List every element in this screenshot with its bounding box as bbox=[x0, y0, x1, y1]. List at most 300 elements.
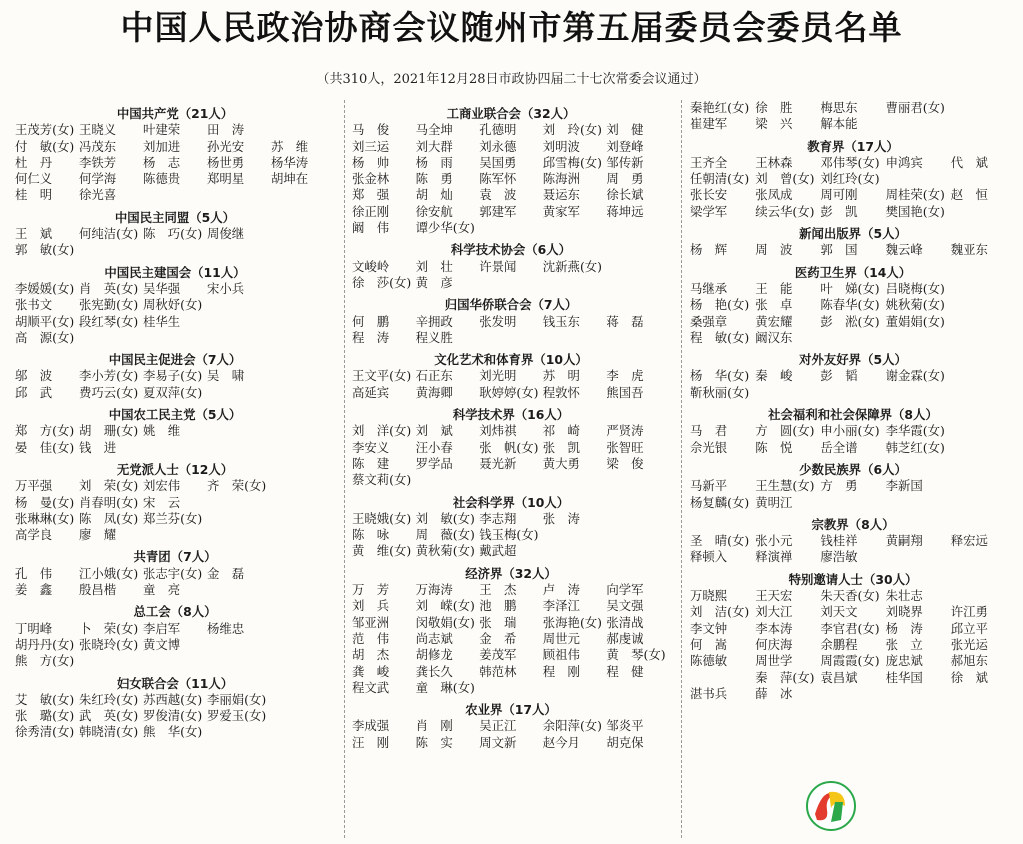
member-name: 李泽江 bbox=[542, 598, 580, 614]
member-name: 肖 英(女) bbox=[79, 280, 139, 296]
member-name: 辛拥政 bbox=[415, 313, 453, 329]
member-name: 郑 强 bbox=[352, 187, 390, 203]
name-list bbox=[15, 423, 335, 456]
member-name: 冯茂东 bbox=[79, 138, 117, 154]
member-name: 韩芝红(女) bbox=[885, 439, 945, 455]
member-name: 许景闻 bbox=[479, 258, 517, 274]
member-name: 吴文强 bbox=[606, 598, 644, 614]
member-name: 魏亚东 bbox=[950, 242, 988, 258]
member-name: 陈春华(女) bbox=[820, 297, 880, 313]
member-name: 杨世勇 bbox=[207, 154, 245, 170]
member-name: 黄家军 bbox=[542, 203, 580, 219]
section bbox=[690, 352, 1016, 401]
member-name: 肖 刚 bbox=[415, 718, 453, 734]
member-name: 岳全谱 bbox=[820, 439, 858, 455]
member-name: 张清战 bbox=[606, 614, 644, 630]
section bbox=[352, 495, 670, 560]
member-name: 王文平(女) bbox=[352, 368, 412, 384]
member-name: 刘三运 bbox=[352, 138, 390, 154]
section-title: 中国民主建国会（11人） bbox=[104, 264, 246, 280]
name-list bbox=[15, 566, 335, 599]
member-name: 李安义 bbox=[352, 439, 390, 455]
section-title: 社会科学界（10人） bbox=[452, 494, 570, 510]
section bbox=[690, 226, 1016, 259]
member-name: 周秋妤(女) bbox=[143, 297, 203, 313]
member-name: 吕晓梅(女) bbox=[885, 280, 945, 296]
member-name: 桂华生 bbox=[143, 313, 181, 329]
member-name: 聂光新 bbox=[479, 455, 517, 471]
member-name: 张金林 bbox=[352, 171, 390, 187]
section-title: 科学技术协会（6人） bbox=[450, 242, 572, 258]
member-name: 叶 娣(女) bbox=[820, 280, 880, 296]
member-name: 刘加进 bbox=[143, 138, 181, 154]
member-name: 佘光银 bbox=[690, 439, 728, 455]
member-name: 刘 洁(女) bbox=[690, 604, 750, 620]
member-name: 杨复麟(女) bbox=[690, 494, 750, 510]
section bbox=[15, 549, 335, 598]
member-name: 郭 国 bbox=[820, 242, 858, 258]
member-name: 何 鹏 bbox=[352, 313, 390, 329]
section bbox=[690, 517, 1016, 566]
member-name: 郑明星 bbox=[207, 171, 245, 187]
member-name: 桂华国 bbox=[885, 669, 923, 685]
member-name: 杨 志 bbox=[143, 154, 181, 170]
member-name: 刘 健 bbox=[606, 122, 644, 138]
member-name: 苏 维 bbox=[271, 138, 309, 154]
member-name: 张凤成 bbox=[755, 187, 793, 203]
member-name: 刘晓界 bbox=[885, 604, 923, 620]
member-name: 申小丽(女) bbox=[820, 423, 880, 439]
member-name: 殷昌楷 bbox=[79, 582, 117, 598]
member-name: 钱桂祥 bbox=[820, 533, 858, 549]
member-name: 付 敏(女) bbox=[15, 138, 75, 154]
name-list bbox=[352, 122, 670, 236]
member-name: 李新国 bbox=[885, 478, 923, 494]
member-name bbox=[207, 423, 271, 439]
section bbox=[15, 604, 335, 669]
member-name: 刘 荣(女) bbox=[79, 478, 139, 494]
member-name: 周世元 bbox=[542, 630, 580, 646]
member-name: 钱 进 bbox=[79, 439, 117, 455]
member-name: 蒋坤远 bbox=[606, 203, 644, 219]
member-name: 刘炜祺 bbox=[479, 423, 517, 439]
member-name: 胡丹丹(女) bbox=[15, 636, 75, 652]
section bbox=[690, 407, 1016, 456]
member-name: 张光运 bbox=[950, 636, 988, 652]
name-list bbox=[352, 259, 670, 292]
member-name bbox=[606, 259, 670, 275]
member-name: 汪小春 bbox=[415, 439, 453, 455]
name-list bbox=[15, 281, 335, 346]
section-title: 中国农工民主党（5人） bbox=[108, 407, 242, 423]
member-name: 桂 明 bbox=[15, 187, 53, 203]
section-title: 妇女联合会（11人） bbox=[116, 675, 234, 691]
member-name: 罗学品 bbox=[415, 455, 453, 471]
member-name: 程文武 bbox=[352, 679, 390, 695]
member-name: 邱 武 bbox=[15, 384, 53, 400]
member-name: 解本能 bbox=[820, 116, 858, 132]
member-name: 吴正江 bbox=[479, 718, 517, 734]
member-name: 张 卓 bbox=[755, 297, 793, 313]
member-name: 戴武超 bbox=[479, 543, 517, 559]
member-name: 卜 荣(女) bbox=[79, 620, 139, 636]
member-name: 李媛媛(女) bbox=[15, 280, 75, 296]
member-name: 马 俊 bbox=[352, 122, 390, 138]
member-name: 李 虎 bbox=[606, 368, 644, 384]
member-name: 张智旺 bbox=[606, 439, 644, 455]
section-title: 农业界（17人） bbox=[465, 702, 557, 718]
member-name: 刘大群 bbox=[415, 138, 453, 154]
member-name: 胡克保 bbox=[606, 734, 644, 750]
name-list bbox=[15, 122, 335, 203]
member-name: 廖 耀 bbox=[79, 527, 117, 543]
member-name: 黄秋菊(女) bbox=[415, 543, 475, 559]
member-name: 张 瑞 bbox=[479, 614, 517, 630]
section-title: 文化艺术和体育界（10人） bbox=[434, 352, 588, 368]
member-name: 杨华涛 bbox=[271, 154, 309, 170]
member-name: 周桂荣(女) bbox=[885, 187, 945, 203]
member-name: 张海艳(女) bbox=[542, 614, 603, 630]
member-name: 姚 维 bbox=[143, 423, 181, 439]
member-name: 吴国勇 bbox=[479, 154, 517, 170]
section bbox=[15, 462, 335, 543]
member-name bbox=[951, 297, 1016, 313]
section-title: 医药卫生界（14人） bbox=[794, 264, 912, 280]
member-name bbox=[207, 297, 271, 313]
member-name bbox=[951, 100, 1016, 116]
member-name: 许江勇 bbox=[950, 604, 988, 620]
member-name: 马新平 bbox=[690, 478, 728, 494]
member-name: 杨维忠 bbox=[207, 620, 245, 636]
member-name: 金 磊 bbox=[207, 565, 245, 581]
member-name bbox=[606, 527, 670, 543]
member-name: 金 希 bbox=[479, 630, 517, 646]
member-name: 刘 斌 bbox=[415, 423, 453, 439]
member-name: 孙光安 bbox=[207, 138, 245, 154]
member-name: 王晓娥(女) bbox=[352, 510, 412, 526]
member-name: 黄明江 bbox=[755, 494, 793, 510]
member-name: 叶建荣 bbox=[143, 122, 181, 138]
member-name: 张晓玲(女) bbox=[79, 636, 139, 652]
name-list bbox=[352, 368, 670, 401]
section bbox=[352, 407, 670, 488]
member-name: 苏西越(女) bbox=[143, 691, 203, 707]
member-name: 徐秀清(女) bbox=[15, 724, 75, 740]
member-name: 王茂芳(女) bbox=[15, 122, 75, 138]
member-name: 樊国艳(女) bbox=[885, 203, 945, 219]
section-title: 社会福利和社会保障界（8人） bbox=[768, 407, 938, 423]
member-name: 周 波 bbox=[755, 242, 793, 258]
member-name: 释宏远 bbox=[950, 533, 988, 549]
member-name bbox=[271, 368, 335, 384]
member-name bbox=[207, 637, 271, 653]
member-name: 李成强 bbox=[352, 718, 390, 734]
member-name: 张宪勤(女) bbox=[79, 297, 139, 313]
section bbox=[352, 242, 670, 291]
member-name: 徐 莎(女) bbox=[352, 274, 412, 290]
section bbox=[690, 572, 1016, 702]
member-name: 邬 波 bbox=[15, 368, 53, 384]
section bbox=[690, 265, 1016, 346]
member-name: 邹炎平 bbox=[606, 718, 644, 734]
section bbox=[690, 100, 1016, 133]
member-name bbox=[951, 281, 1016, 297]
member-name: 黄嗣翔 bbox=[885, 533, 923, 549]
member-name: 梁 俊 bbox=[606, 455, 644, 471]
member-name: 魏云峰 bbox=[885, 242, 923, 258]
member-name: 万海涛 bbox=[415, 582, 453, 598]
member-name: 张书文 bbox=[15, 297, 53, 313]
member-name bbox=[951, 314, 1016, 330]
member-name bbox=[951, 423, 1016, 439]
member-name bbox=[886, 171, 951, 187]
name-list bbox=[690, 100, 1016, 133]
member-name: 周 勇 bbox=[606, 171, 644, 187]
member-name: 聂运东 bbox=[542, 187, 580, 203]
member-name: 龚长久 bbox=[415, 663, 453, 679]
member-name: 秦艳红(女) bbox=[690, 100, 750, 115]
member-name: 徐光喜 bbox=[79, 187, 117, 203]
member-name bbox=[271, 495, 335, 511]
member-name: 龚 峻 bbox=[352, 663, 390, 679]
member-name: 刘永德 bbox=[479, 138, 517, 154]
member-name: 高延宾 bbox=[352, 384, 390, 400]
member-name: 杨 艳(女) bbox=[690, 297, 750, 313]
member-name: 顾祖伟 bbox=[542, 647, 580, 663]
member-name: 卢 涛 bbox=[542, 582, 580, 598]
member-name: 郑 方(女) bbox=[15, 423, 75, 439]
member-name: 胡 灿 bbox=[415, 187, 453, 203]
page-subtitle: （共310人，2021年12月28日市政协四届二十七次常委会议通过） bbox=[316, 72, 707, 87]
member-name: 肖春明(女) bbox=[79, 494, 139, 510]
member-name: 张发明 bbox=[479, 313, 517, 329]
member-name: 晏 佳(女) bbox=[15, 439, 75, 455]
member-name: 熊国吾 bbox=[606, 384, 644, 400]
member-name: 韩晓清(女) bbox=[79, 724, 139, 740]
section-title: 共青团（7人） bbox=[133, 549, 217, 565]
member-name: 赵今月 bbox=[542, 734, 580, 750]
member-name: 张小元 bbox=[755, 533, 793, 549]
member-name: 宋小兵 bbox=[207, 280, 245, 296]
member-name: 刘 壮 bbox=[415, 258, 453, 274]
member-name: 刘 洋(女) bbox=[352, 423, 412, 439]
member-name: 王晓义 bbox=[79, 122, 117, 138]
column-2 bbox=[352, 100, 670, 751]
member-name: 刘 玲(女) bbox=[542, 122, 603, 138]
column-1 bbox=[15, 100, 335, 741]
member-name: 郝虔诚 bbox=[606, 630, 644, 646]
name-list bbox=[352, 423, 670, 488]
section-title: 总工会（8人） bbox=[133, 604, 217, 620]
member-name: 邱立平 bbox=[950, 620, 988, 636]
member-name: 李华霞(女) bbox=[885, 423, 945, 439]
section-title: 工商业联合会（32人） bbox=[446, 106, 576, 121]
member-name: 彭 凯 bbox=[820, 203, 858, 219]
member-name bbox=[951, 478, 1016, 494]
member-name: 黄 琴(女) bbox=[606, 647, 666, 663]
member-name: 胡坤在 bbox=[271, 171, 309, 187]
member-name: 湛书兵 bbox=[690, 685, 728, 701]
name-list bbox=[15, 226, 335, 259]
member-name: 李文钟 bbox=[690, 620, 728, 636]
member-name: 钱玉梅(女) bbox=[479, 527, 539, 543]
member-name: 胡修龙 bbox=[415, 647, 453, 663]
member-name: 杨 曼(女) bbox=[15, 494, 75, 510]
member-name: 王生慧(女) bbox=[755, 478, 815, 494]
member-name: 崔建军 bbox=[690, 116, 728, 132]
member-name: 秦 萍(女) bbox=[755, 669, 815, 685]
member-name: 周俊继 bbox=[207, 226, 245, 242]
name-list bbox=[690, 368, 1016, 401]
member-name: 夏双萍(女) bbox=[143, 384, 203, 400]
member-name: 何仁义 bbox=[15, 171, 53, 187]
member-name: 张长安 bbox=[690, 187, 728, 203]
member-name: 刘 曾(女) bbox=[755, 171, 815, 187]
member-name: 靳秋丽(女) bbox=[690, 384, 750, 400]
member-name: 余阳萍(女) bbox=[542, 718, 603, 734]
member-name: 谢金霖(女) bbox=[885, 368, 945, 384]
name-list bbox=[690, 533, 1016, 566]
member-name: 彭 韬 bbox=[820, 368, 858, 384]
member-name: 姚秋菊(女) bbox=[885, 297, 945, 313]
member-name: 武 英(女) bbox=[79, 708, 139, 724]
member-name: 王天宏 bbox=[755, 588, 793, 604]
member-name: 何学海 bbox=[79, 171, 117, 187]
member-name: 郑兰芬(女) bbox=[143, 510, 203, 526]
member-name: 田 涛 bbox=[207, 122, 245, 138]
member-name: 袁 波 bbox=[479, 187, 517, 203]
member-name: 胡 杰 bbox=[352, 647, 390, 663]
member-name: 朱天香(女) bbox=[820, 588, 880, 604]
section bbox=[15, 676, 335, 741]
member-name: 马全坤 bbox=[415, 122, 453, 138]
section-title: 中国共产党（21人） bbox=[116, 106, 234, 121]
section bbox=[352, 352, 670, 401]
column-divider bbox=[344, 100, 345, 838]
member-name: 马 君 bbox=[690, 423, 728, 439]
member-name: 刘 兵 bbox=[352, 598, 390, 614]
member-name: 池 鹏 bbox=[479, 598, 517, 614]
member-name: 代 斌 bbox=[950, 154, 988, 170]
member-name bbox=[207, 495, 271, 511]
member-name: 艾 敏(女) bbox=[15, 691, 75, 707]
member-name bbox=[271, 478, 335, 494]
section bbox=[352, 106, 670, 236]
section-title: 少数民族界（6人） bbox=[799, 461, 907, 477]
name-list bbox=[352, 582, 670, 696]
member-name bbox=[951, 171, 1016, 187]
section-title: 特别邀请人士（30人） bbox=[788, 571, 918, 587]
member-name: 范 伟 bbox=[352, 630, 390, 646]
name-list bbox=[352, 718, 670, 751]
name-list bbox=[15, 368, 335, 401]
member-name: 郝旭东 bbox=[950, 653, 988, 669]
section bbox=[15, 352, 335, 401]
member-name: 李铁芳 bbox=[79, 154, 117, 170]
member-name bbox=[271, 511, 335, 527]
member-name: 黄大勇 bbox=[542, 455, 580, 471]
member-name: 董娟娟(女) bbox=[885, 313, 945, 329]
member-name: 何 嵩 bbox=[690, 636, 728, 652]
member-name: 汪 刚 bbox=[352, 734, 390, 750]
member-name: 张 帆(女) bbox=[479, 439, 539, 455]
member-name: 万 芳 bbox=[352, 582, 390, 598]
member-name: 陈 巧(女) bbox=[143, 226, 203, 242]
section bbox=[352, 702, 670, 751]
member-name: 刘大江 bbox=[755, 604, 793, 620]
member-name: 秦 峻 bbox=[755, 368, 793, 384]
member-name: 熊 华(女) bbox=[143, 724, 203, 740]
member-name: 陈德贵 bbox=[143, 171, 181, 187]
member-name: 郭建军 bbox=[479, 203, 517, 219]
member-name: 高 源(女) bbox=[15, 329, 75, 345]
member-name: 黄文博 bbox=[143, 636, 181, 652]
member-name: 向学军 bbox=[606, 582, 644, 598]
member-name: 邱雪梅(女) bbox=[542, 154, 603, 170]
member-name: 石正东 bbox=[415, 368, 453, 384]
member-name: 阚汉东 bbox=[755, 329, 793, 345]
member-name: 周霞霞(女) bbox=[820, 653, 880, 669]
member-name: 张 涛 bbox=[542, 510, 580, 526]
member-name bbox=[207, 511, 271, 527]
member-name bbox=[271, 692, 335, 708]
member-name: 任朝清(女) bbox=[690, 171, 750, 187]
member-name: 李小芳(女) bbox=[79, 368, 139, 384]
member-name: 陈 勇 bbox=[415, 171, 453, 187]
member-name: 罗爱玉(女) bbox=[207, 708, 267, 724]
name-list bbox=[15, 478, 335, 543]
member-name: 张志宇(女) bbox=[143, 565, 203, 581]
section bbox=[15, 265, 335, 346]
member-name: 周 薇(女) bbox=[415, 527, 475, 543]
member-name: 万平强 bbox=[15, 478, 53, 494]
member-name: 张 凯 bbox=[542, 439, 580, 455]
member-name: 刘光明 bbox=[479, 368, 517, 384]
member-name: 徐安航 bbox=[415, 203, 453, 219]
member-name: 邹传新 bbox=[606, 154, 644, 170]
name-list bbox=[690, 281, 1016, 346]
member-name: 李丽娟(女) bbox=[207, 691, 267, 707]
watermark-logo-icon bbox=[805, 780, 857, 832]
member-name: 杨 华(女) bbox=[690, 368, 750, 384]
member-name: 梁 兴 bbox=[755, 116, 793, 132]
member-name: 陈 建 bbox=[352, 455, 390, 471]
member-name: 薛 冰 bbox=[755, 685, 793, 701]
member-name: 王 杰 bbox=[479, 582, 517, 598]
member-name: 李官君(女) bbox=[820, 620, 880, 636]
member-name bbox=[271, 281, 335, 297]
member-name: 朱红玲(女) bbox=[79, 691, 139, 707]
member-name: 周可刚 bbox=[820, 187, 858, 203]
member-name: 杨 帅 bbox=[352, 154, 390, 170]
member-name: 杨 雨 bbox=[415, 154, 453, 170]
member-name: 韩范林 bbox=[479, 663, 517, 679]
name-list bbox=[15, 692, 335, 741]
section-title: 中国民主同盟（5人） bbox=[114, 209, 236, 225]
member-name: 齐 荣(女) bbox=[207, 478, 267, 494]
member-name bbox=[271, 423, 335, 439]
member-name: 陈 实 bbox=[415, 734, 453, 750]
member-name: 张 立 bbox=[885, 636, 923, 652]
column-divider bbox=[681, 100, 682, 838]
member-name: 圣 晴(女) bbox=[690, 533, 750, 549]
name-list bbox=[352, 511, 670, 560]
member-name: 李易子(女) bbox=[143, 368, 203, 384]
member-name bbox=[271, 637, 335, 653]
member-name: 严贤涛 bbox=[606, 423, 644, 439]
member-name bbox=[207, 314, 271, 330]
member-name: 徐 胜 bbox=[755, 100, 793, 115]
